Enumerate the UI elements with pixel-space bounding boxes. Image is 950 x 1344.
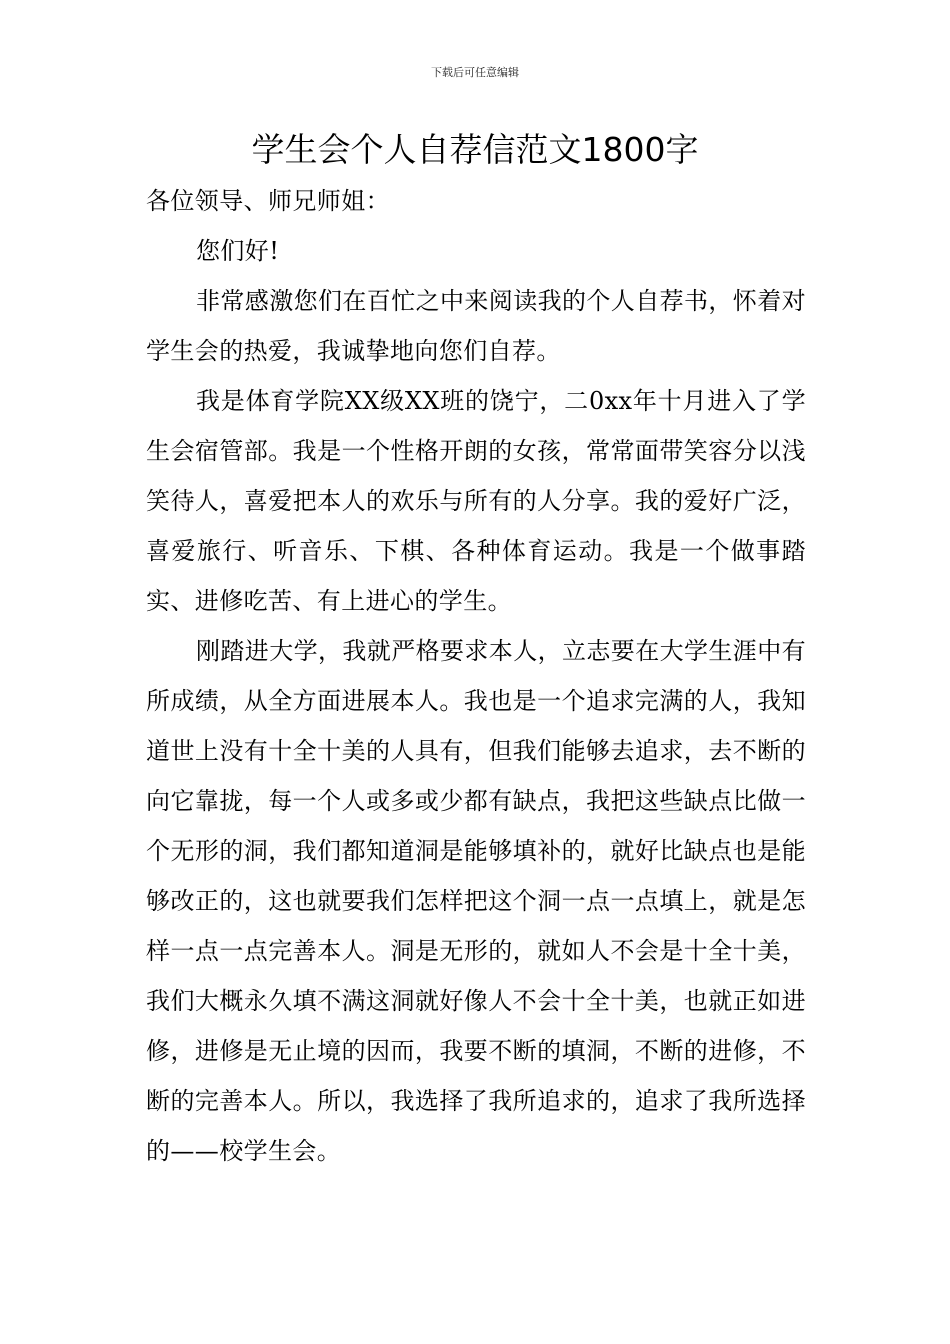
paragraph-goals: 刚踏进大学，我就严格要求本人，立志要在大学生涯中有所成绩，从全方面进展本人。我也是一个追求完满的人，我知道世上没有十全十美的人具有，但我们能够去追求，去不断的向它靠拢，每一个人或多或少都有缺点，我把这些缺点比做一个无形的洞，我们都知道洞是能够填补的，就好比缺点也是能够改正的，这也就要我们怎样把这个洞一点一点填上，就是怎样一点一点完善本人。洞是无形的，就如人不会是十全十美，我们大概永久填不满这洞就好像人不会十全十美，也就正如进修，进修是无止境的因而，我要不断的填洞，不断的进修，不断的完善本人。所以，我选择了我所追求的，追求了我所选择的——校学生会。 [146,637,806,1165]
document-title: 学生会个人自荐信范文1800字 [251,130,699,169]
salutation: 各位领导、师兄师姐： [146,187,390,215]
paragraph-intro: 非常感激您们在百忙之中来阅读我的个人自荐书，怀着对学生会的热爱，我诚挚地向您们自荐。 [146,287,806,365]
paragraph-self-description: 我是体育学院XX级XX班的饶宁，二0xx年十月进入了学生会宿管部。我是一个性格开朗的女孩，常常面带笑容分以浅笑待人，喜爱把本人的欢乐与所有的人分享。我的爱好广泛，喜爱旅行、听音乐、下棋、各种体育运动。我是一个做事踏实、进修吃苦、有上进心的学生。 [146,387,806,615]
greeting: 您们好! [196,237,280,265]
page-header-note: 下载后可任意编辑 [431,66,519,79]
document-body [146,176,806,1176]
